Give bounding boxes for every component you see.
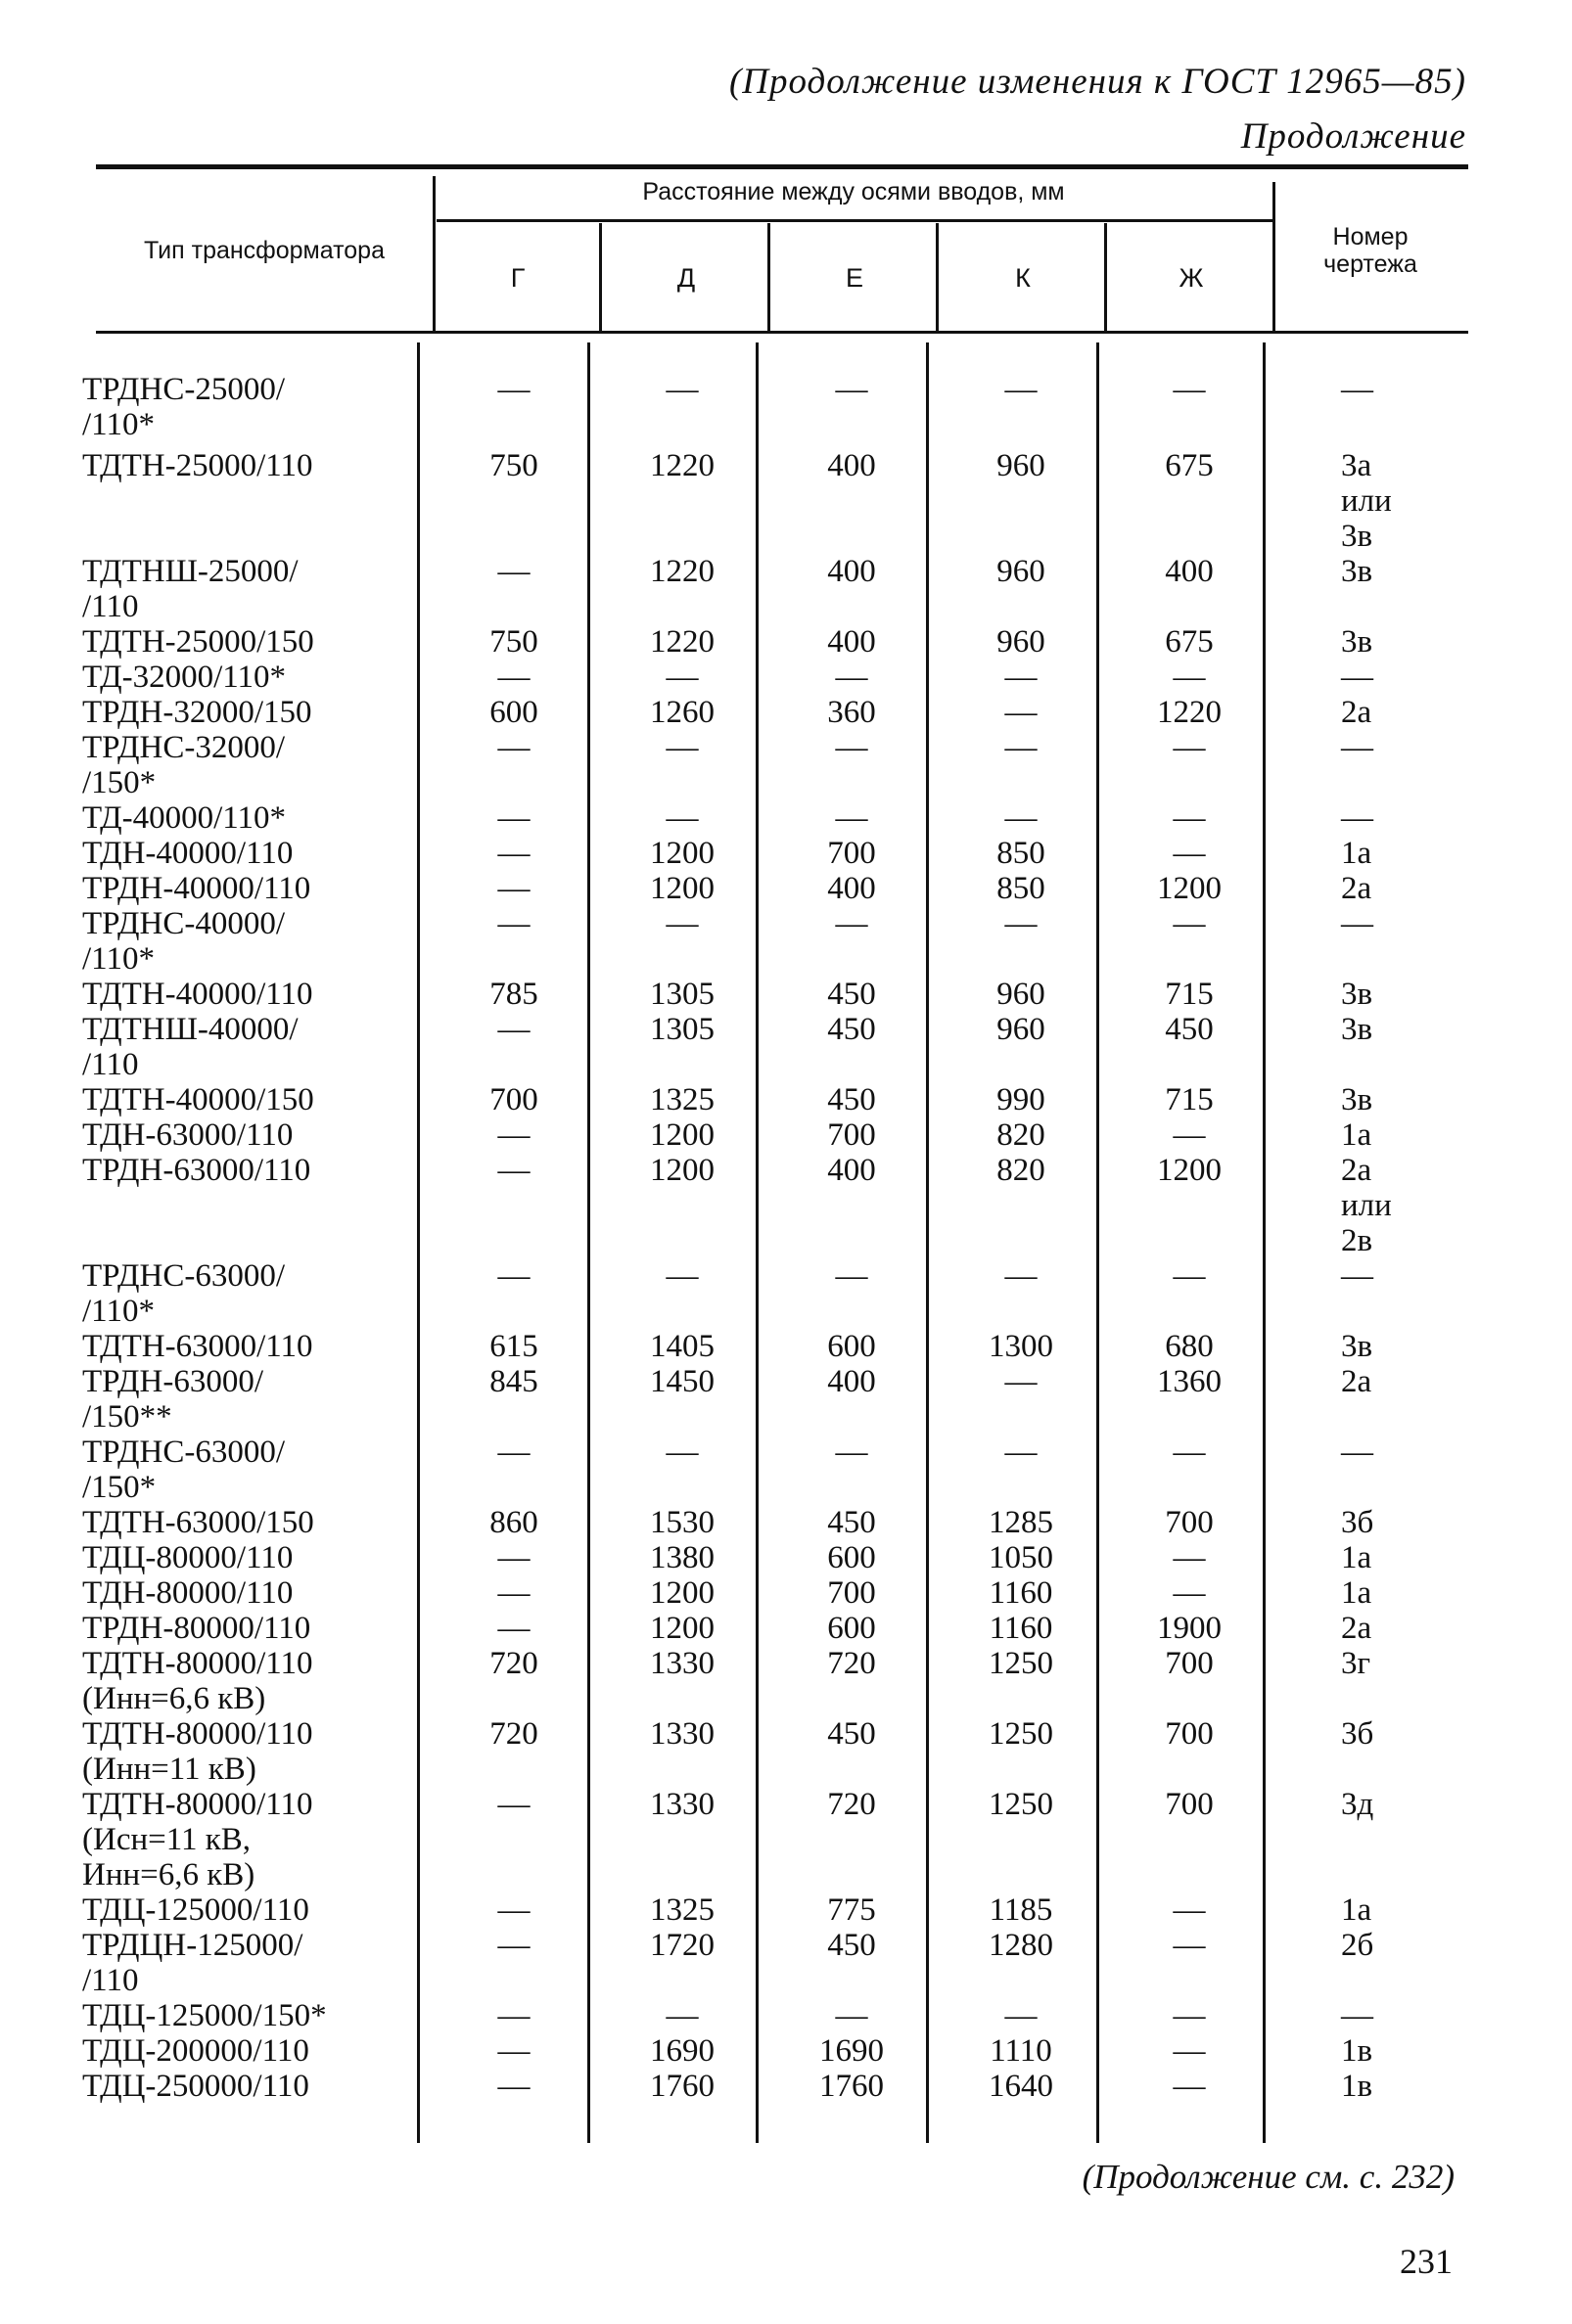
drawing-number-cell: —: [1341, 1258, 1373, 1294]
distance-g-cell: —: [497, 1117, 531, 1153]
distance-zh-cell: —: [1173, 1435, 1206, 1470]
body-divider-d-e: [756, 342, 759, 2143]
distance-g-cell: —: [497, 554, 531, 589]
transformer-type-cell: ТРДНС-63000/ /150*: [82, 1435, 286, 1505]
distance-d-cell: 1330: [650, 1646, 715, 1681]
transformer-type-cell: ТРДНС-40000/ /110*: [82, 906, 286, 977]
transformer-type-cell: ТДН-80000/110: [82, 1575, 294, 1611]
distance-d-cell: 1450: [650, 1364, 715, 1399]
column-header-g: Г: [510, 263, 526, 293]
drawing-number-cell: 1а: [1341, 1540, 1372, 1575]
distance-k-cell: 1050: [989, 1540, 1053, 1575]
drawing-number-cell: 3г: [1341, 1646, 1371, 1681]
distance-zh-cell: —: [1173, 730, 1206, 765]
distance-g-cell: —: [497, 1998, 531, 2033]
transformer-type-cell: ТДН-40000/110: [82, 836, 294, 871]
distance-k-cell: —: [1004, 1435, 1038, 1470]
column-header-e: Е: [845, 263, 863, 293]
column-header-type: Тип трансформатора: [144, 237, 385, 264]
drawing-number-cell: 2а: [1341, 1611, 1372, 1646]
distance-e-cell: 400: [827, 448, 876, 483]
distance-e-cell: 1690: [819, 2033, 884, 2069]
distance-k-cell: 1250: [989, 1646, 1053, 1681]
distance-e-cell: 360: [827, 695, 876, 730]
distance-g-cell: —: [497, 800, 531, 836]
distance-g-cell: 720: [489, 1646, 538, 1681]
page-number: 231: [1400, 2242, 1453, 2281]
distance-g-cell: —: [497, 660, 531, 695]
column-header-zh: Ж: [1179, 263, 1204, 293]
transformer-type-cell: ТРДН-80000/110: [82, 1611, 311, 1646]
distance-d-cell: 1720: [650, 1928, 715, 1963]
distance-d-cell: 1305: [650, 977, 715, 1012]
drawing-number-cell: —: [1341, 800, 1373, 836]
distance-d-cell: 1200: [650, 1611, 715, 1646]
distance-d-cell: 1305: [650, 1012, 715, 1047]
distance-k-cell: 850: [996, 836, 1045, 871]
distance-e-cell: —: [835, 1258, 868, 1294]
drawing-number-cell: 3д: [1341, 1787, 1374, 1822]
distance-k-cell: —: [1004, 1258, 1038, 1294]
running-header: (Продолжение изменения к ГОСТ 12965—85): [728, 62, 1466, 102]
transformer-type-cell: ТДТН-63000/150: [82, 1505, 314, 1540]
drawing-number-cell: 1а: [1341, 1892, 1372, 1928]
distance-k-cell: 850: [996, 871, 1045, 906]
distance-k-cell: 990: [996, 1082, 1045, 1117]
distance-e-cell: 600: [827, 1611, 876, 1646]
distance-d-cell: —: [666, 1435, 699, 1470]
distance-e-cell: 400: [827, 1364, 876, 1399]
drawing-number-cell: —: [1341, 372, 1373, 407]
distance-e-cell: 450: [827, 1505, 876, 1540]
drawing-number-cell: —: [1341, 1998, 1373, 2033]
column-header-k: К: [1015, 263, 1031, 293]
distance-g-cell: —: [497, 906, 531, 941]
distance-zh-cell: 675: [1165, 624, 1214, 660]
distance-k-cell: 820: [996, 1117, 1045, 1153]
distance-g-cell: 845: [489, 1364, 538, 1399]
distance-k-cell: 1160: [989, 1575, 1053, 1611]
distance-d-cell: —: [666, 660, 699, 695]
transformer-type-cell: ТРДН-63000/110: [82, 1153, 311, 1188]
distance-d-cell: 1325: [650, 1082, 715, 1117]
drawing-number-cell: —: [1341, 1435, 1373, 1470]
distance-g-cell: —: [497, 1012, 531, 1047]
distance-g-cell: —: [497, 871, 531, 906]
drawing-number-cell: 2а: [1341, 871, 1372, 906]
distance-zh-cell: 700: [1165, 1716, 1214, 1752]
distance-d-cell: —: [666, 730, 699, 765]
distance-g-cell: 720: [489, 1716, 538, 1752]
distance-zh-cell: —: [1173, 372, 1206, 407]
distance-d-cell: 1200: [650, 871, 715, 906]
distance-zh-cell: 1200: [1157, 1153, 1222, 1188]
distance-e-cell: 775: [827, 1892, 876, 1928]
drawing-number-cell: 2б: [1341, 1928, 1374, 1963]
distance-g-cell: —: [497, 1153, 531, 1188]
body-divider-g-d: [587, 342, 590, 2143]
distance-g-cell: 860: [489, 1505, 538, 1540]
drawing-number-cell: 3в: [1341, 977, 1373, 1012]
distance-zh-cell: —: [1173, 1892, 1206, 1928]
distance-zh-cell: 700: [1165, 1787, 1214, 1822]
drawing-number-cell: 2а: [1341, 1364, 1372, 1399]
continuation-label: Продолжение: [1240, 116, 1466, 157]
distance-k-cell: 1640: [989, 2069, 1053, 2104]
transformer-type-cell: ТДН-63000/110: [82, 1117, 294, 1153]
transformer-type-cell: ТДЦ-200000/110: [82, 2033, 309, 2069]
header-bottom-rule: [96, 331, 1468, 334]
drawing-number-cell: 3б: [1341, 1716, 1374, 1752]
distance-e-cell: —: [835, 800, 868, 836]
distance-g-cell: —: [497, 1435, 531, 1470]
drawing-number-cell: —: [1341, 660, 1373, 695]
distance-k-cell: 960: [996, 1012, 1045, 1047]
transformer-type-cell: ТДТН-80000/110 (Исн=11 кВ, Инн=6,6 кВ): [82, 1787, 313, 1892]
distance-zh-cell: 1220: [1157, 695, 1222, 730]
transformer-type-cell: ТДЦ-125000/110: [82, 1892, 309, 1928]
distance-k-cell: 1300: [989, 1329, 1053, 1364]
distance-e-cell: —: [835, 730, 868, 765]
distance-zh-cell: 715: [1165, 1082, 1214, 1117]
distance-d-cell: 1200: [650, 836, 715, 871]
distance-g-cell: —: [497, 1787, 531, 1822]
body-divider-e-k: [926, 342, 929, 2143]
distance-k-cell: —: [1004, 372, 1038, 407]
drawing-number-cell: 3в: [1341, 1012, 1373, 1047]
distance-e-cell: 450: [827, 1082, 876, 1117]
distance-zh-cell: —: [1173, 1998, 1206, 2033]
distance-d-cell: 1220: [650, 448, 715, 483]
distance-d-cell: 1690: [650, 2033, 715, 2069]
distance-d-cell: 1330: [650, 1716, 715, 1752]
body-divider-k-zh: [1096, 342, 1099, 2143]
distance-e-cell: 600: [827, 1540, 876, 1575]
distance-zh-cell: —: [1173, 1117, 1206, 1153]
distance-g-cell: —: [497, 1258, 531, 1294]
drawing-number-cell: 3в: [1341, 1082, 1373, 1117]
distance-zh-cell: 400: [1165, 554, 1214, 589]
distance-k-cell: 820: [996, 1153, 1045, 1188]
distance-zh-cell: —: [1173, 906, 1206, 941]
distance-k-cell: 1185: [989, 1892, 1053, 1928]
divider-type: [433, 176, 436, 331]
distance-d-cell: 1200: [650, 1153, 715, 1188]
drawing-number-cell: 1в: [1341, 2069, 1373, 2104]
distance-g-cell: —: [497, 1928, 531, 1963]
distance-zh-cell: —: [1173, 2033, 1206, 2069]
drawing-number-cell: 3в: [1341, 624, 1373, 660]
transformer-type-cell: ТДТН-80000/110 (Инн=6,6 кВ): [82, 1646, 313, 1716]
transformer-type-cell: ТДТН-40000/110: [82, 977, 313, 1012]
distance-zh-cell: —: [1173, 1258, 1206, 1294]
distance-e-cell: —: [835, 1435, 868, 1470]
drawing-number-cell: —: [1341, 730, 1373, 765]
distance-e-cell: —: [835, 660, 868, 695]
distance-e-cell: —: [835, 372, 868, 407]
transformer-type-cell: ТРДН-63000/ /150**: [82, 1364, 264, 1435]
distance-g-cell: 750: [489, 448, 538, 483]
distance-k-cell: —: [1004, 695, 1038, 730]
drawing-number-cell: 3б: [1341, 1505, 1374, 1540]
column-header-d: Д: [676, 263, 696, 293]
distance-k-cell: 960: [996, 624, 1045, 660]
distance-zh-cell: 700: [1165, 1505, 1214, 1540]
continuation-footer: (Продолжение см. с. 232): [1082, 2158, 1455, 2196]
distance-k-cell: 960: [996, 977, 1045, 1012]
transformer-type-cell: ТРДНС-32000/ /150*: [82, 730, 286, 800]
distance-e-cell: 400: [827, 554, 876, 589]
drawing-number-cell: 1в: [1341, 2033, 1373, 2069]
group-header-rule: [437, 219, 1274, 222]
distance-d-cell: 1530: [650, 1505, 715, 1540]
distance-k-cell: —: [1004, 906, 1038, 941]
distance-e-cell: 720: [827, 1646, 876, 1681]
distance-zh-cell: —: [1173, 660, 1206, 695]
distance-k-cell: 960: [996, 448, 1045, 483]
distance-e-cell: 720: [827, 1787, 876, 1822]
drawing-number-cell: —: [1341, 906, 1373, 941]
transformer-type-cell: ТДЦ-250000/110: [82, 2069, 309, 2104]
distance-e-cell: 1760: [819, 2069, 884, 2104]
distance-e-cell: —: [835, 1998, 868, 2033]
transformer-type-cell: ТРДНС-63000/ /110*: [82, 1258, 286, 1329]
distance-d-cell: 1220: [650, 624, 715, 660]
transformer-type-cell: ТД-32000/110*: [82, 660, 287, 695]
distance-e-cell: 450: [827, 1716, 876, 1752]
drawing-number-cell: 3в: [1341, 554, 1373, 589]
transformer-type-cell: ТДЦ-80000/110: [82, 1540, 294, 1575]
distance-d-cell: 1325: [650, 1892, 715, 1928]
drawing-number-cell: 3а или 3в: [1341, 448, 1392, 554]
table-top-rule: [96, 164, 1468, 169]
distance-zh-cell: 715: [1165, 977, 1214, 1012]
distance-g-cell: —: [497, 1611, 531, 1646]
drawing-number-cell: 1а: [1341, 1117, 1372, 1153]
distance-e-cell: 450: [827, 977, 876, 1012]
drawing-number-cell: 2а: [1341, 695, 1372, 730]
distance-e-cell: 700: [827, 1575, 876, 1611]
distance-k-cell: 960: [996, 554, 1045, 589]
distance-g-cell: 785: [489, 977, 538, 1012]
distance-d-cell: 1220: [650, 554, 715, 589]
column-header-drawing-number: Номер чертежа: [1323, 223, 1417, 278]
distance-g-cell: 750: [489, 624, 538, 660]
column-group-header-distances: Расстояние между осями вводов, мм: [642, 178, 1065, 205]
distance-k-cell: —: [1004, 660, 1038, 695]
distance-zh-cell: —: [1173, 1928, 1206, 1963]
distance-d-cell: —: [666, 800, 699, 836]
distance-d-cell: —: [666, 906, 699, 941]
distance-zh-cell: —: [1173, 1540, 1206, 1575]
distance-k-cell: 1110: [990, 2033, 1052, 2069]
distance-g-cell: —: [497, 2069, 531, 2104]
transformer-type-cell: ТДТН-40000/150: [82, 1082, 314, 1117]
distance-zh-cell: 450: [1165, 1012, 1214, 1047]
distance-g-cell: 700: [489, 1082, 538, 1117]
distance-k-cell: 1160: [989, 1611, 1053, 1646]
distance-d-cell: —: [666, 1258, 699, 1294]
distance-d-cell: 1200: [650, 1575, 715, 1611]
distance-zh-cell: 1360: [1157, 1364, 1222, 1399]
distance-zh-cell: 675: [1165, 448, 1214, 483]
distance-e-cell: 600: [827, 1329, 876, 1364]
distance-e-cell: —: [835, 906, 868, 941]
distance-g-cell: 615: [489, 1329, 538, 1364]
distance-e-cell: 450: [827, 1928, 876, 1963]
body-divider-num: [1263, 342, 1266, 2143]
distance-k-cell: —: [1004, 1998, 1038, 2033]
distance-zh-cell: —: [1173, 836, 1206, 871]
distance-e-cell: 400: [827, 1153, 876, 1188]
distance-zh-cell: 680: [1165, 1329, 1214, 1364]
distance-k-cell: 1280: [989, 1928, 1053, 1963]
distance-d-cell: 1380: [650, 1540, 715, 1575]
distance-g-cell: —: [497, 372, 531, 407]
distance-k-cell: —: [1004, 1364, 1038, 1399]
drawing-number-cell: 1а: [1341, 1575, 1372, 1611]
distance-k-cell: 1285: [989, 1505, 1053, 1540]
transformer-type-cell: ТДТН-80000/110 (Инн=11 кВ): [82, 1716, 313, 1787]
transformer-type-cell: ТД-40000/110*: [82, 800, 287, 836]
distance-e-cell: 700: [827, 1117, 876, 1153]
transformer-type-cell: ТРДН-32000/150: [82, 695, 312, 730]
distance-zh-cell: 700: [1165, 1646, 1214, 1681]
distance-g-cell: —: [497, 730, 531, 765]
transformer-type-cell: ТРДНС-25000/ /110*: [82, 372, 286, 442]
distance-k-cell: —: [1004, 730, 1038, 765]
transformer-type-cell: ТДТН-25000/110: [82, 448, 313, 483]
drawing-number-cell: 3в: [1341, 1329, 1373, 1364]
distance-e-cell: 700: [827, 836, 876, 871]
distance-g-cell: 600: [489, 695, 538, 730]
distance-g-cell: —: [497, 1540, 531, 1575]
distance-zh-cell: —: [1173, 1575, 1206, 1611]
transformer-type-cell: ТДТН-25000/150: [82, 624, 314, 660]
distance-e-cell: 400: [827, 624, 876, 660]
distance-zh-cell: 1900: [1157, 1611, 1222, 1646]
distance-d-cell: 1330: [650, 1787, 715, 1822]
distance-d-cell: —: [666, 372, 699, 407]
distance-d-cell: 1260: [650, 695, 715, 730]
distance-d-cell: 1200: [650, 1117, 715, 1153]
distance-e-cell: 450: [827, 1012, 876, 1047]
distance-d-cell: —: [666, 1998, 699, 2033]
distance-d-cell: 1405: [650, 1329, 715, 1364]
distance-g-cell: —: [497, 1892, 531, 1928]
transformer-type-cell: ТДТНШ-40000/ /110: [82, 1012, 299, 1082]
transformer-type-cell: ТДЦ-125000/150*: [82, 1998, 327, 2033]
drawing-number-cell: 1а: [1341, 836, 1372, 871]
distance-zh-cell: 1200: [1157, 871, 1222, 906]
distance-k-cell: —: [1004, 800, 1038, 836]
distance-zh-cell: —: [1173, 2069, 1206, 2104]
distance-d-cell: 1760: [650, 2069, 715, 2104]
distance-zh-cell: —: [1173, 800, 1206, 836]
transformer-type-cell: ТДТНШ-25000/ /110: [82, 554, 299, 624]
transformer-type-cell: ТРДН-40000/110: [82, 871, 311, 906]
distance-g-cell: —: [497, 1575, 531, 1611]
transformer-type-cell: ТРДЦН-125000/ /110: [82, 1928, 303, 1998]
distance-k-cell: 1250: [989, 1787, 1053, 1822]
drawing-number-cell: 2а или 2в: [1341, 1153, 1392, 1258]
transformer-type-cell: ТДТН-63000/110: [82, 1329, 313, 1364]
distance-g-cell: —: [497, 2033, 531, 2069]
distance-g-cell: —: [497, 836, 531, 871]
distance-e-cell: 400: [827, 871, 876, 906]
distance-k-cell: 1250: [989, 1716, 1053, 1752]
